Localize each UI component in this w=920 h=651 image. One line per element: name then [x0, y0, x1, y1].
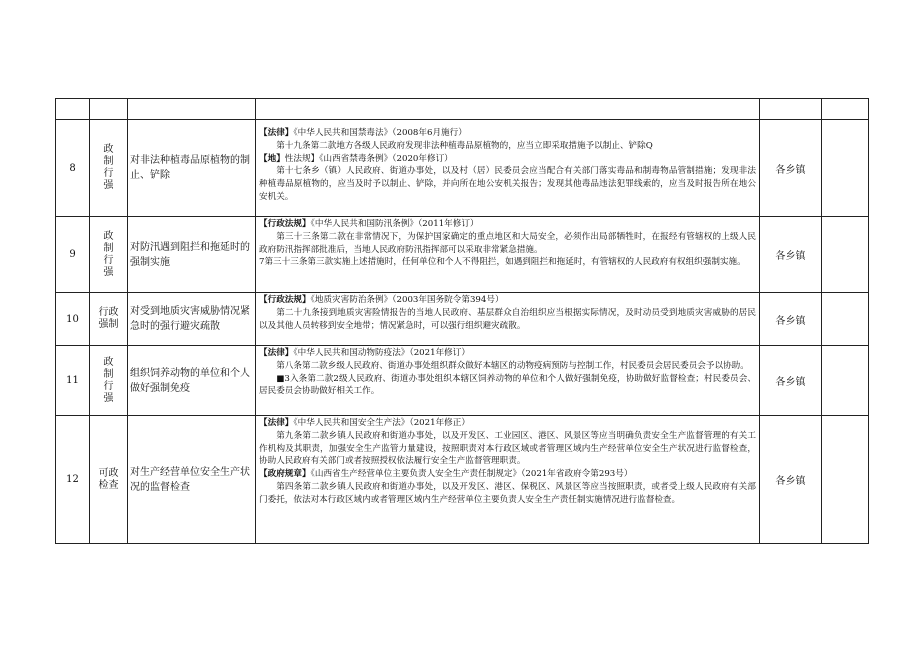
table-top-spacer	[56, 99, 869, 120]
responsible-dept: 各乡镇	[760, 217, 822, 293]
responsible-dept: 各乡镇	[760, 416, 822, 544]
item-type-text: 可政检查	[98, 467, 119, 491]
row-number: 8	[56, 120, 90, 217]
item-type-text: 政制行强	[103, 230, 114, 278]
basis-paragraph: 【法律】《中华人民共和国安全生产法》（2021年修正）	[259, 418, 470, 428]
legal-basis	[256, 416, 760, 544]
table-row	[56, 416, 869, 544]
basis-paragraph: 第二十九条接到地质灾害险情报告的当地人民政府、基层群众自治组织应当根据实际情况，及时动员受到地质灾害威胁的居民以及其他人员转移到安全地带；情况紧急时，可以强行组织避灾疏散。	[259, 307, 756, 331]
item-name: 对防汛遇到阻拦和拖延时的强制实施	[128, 217, 256, 293]
remark	[822, 293, 869, 346]
item-type	[90, 217, 128, 293]
item-type	[90, 293, 128, 346]
item-type-text: 政制行强	[103, 144, 114, 191]
basis-paragraph: 第八条第二款乡级人民政府、街道办事处组织群众做好本辖区的动物疫病预防与控制工作，村民委员会居民委员会予以协助。	[276, 360, 749, 371]
basis-paragraph: 【政府规章】《山西省生产经营单位主要负责人安全生产责任制规定》（2021年省政府令第293号）	[259, 469, 633, 480]
responsible-dept: 各乡镇	[760, 120, 822, 217]
basis-paragraph: 7第三十三条第三款实施上述措施时，任何单位和个人不得阻拦，如遇到阻拦和拖延时，有管辖权的人民政府有权组织强制实施。	[259, 257, 746, 268]
remark	[822, 217, 869, 293]
item-name: 对受到地质灾害威胁情况紧急时的强行避灾疏散	[128, 293, 256, 346]
basis-paragraph: 【行政法规】《地质灾害防治条例》（2003年国务院令第394号）	[259, 295, 504, 305]
remark	[822, 120, 869, 217]
basis-paragraph: 第九条第二款乡镇人民政府和街道办事处，以及开发区、工业园区、港区、风景区等应当明确负责安全生产监督管理的有关工作机构及其职责，加强安全生产监管力量建设，按照职责对本行政区域或者管理区域内生产经营单位安全生产状况进行监督检查，协助人民政府有关部门或者按照授权依法履行安全生产监督管理职责。	[259, 430, 756, 467]
basis-paragraph: 【法律】《中华人民共和国动物防疫法》（2021年修订）	[259, 348, 470, 358]
power-list-table	[55, 98, 869, 544]
item-type-text: 行政强制	[98, 307, 119, 330]
table-row	[56, 217, 869, 293]
row-number: 9	[56, 217, 90, 293]
basis-paragraph: 第十九条第二款地方各级人民政府发现非法种植毒品原植物的，应当立即采取措施予以制止、铲除Q	[276, 140, 653, 151]
item-name: 对非法种植毒品原植物的制止、铲除	[128, 120, 256, 217]
basis-paragraph: 【地】性法规】《山西省禁毒条例》（2020年修订）	[259, 153, 453, 164]
table-row	[56, 120, 869, 217]
row-number: 10	[56, 293, 90, 346]
basis-paragraph: 第三十三条第二款在非常情况下，为保护国家确定的重点地区和大局安全，必须作出局部牺牲时，在报经有管辖权的上级人民政府防汛指挥部批准后，当地人民政府防汛指挥部可以采取非常紧急措施。	[259, 231, 756, 255]
item-type	[90, 416, 128, 544]
basis-paragraph: 【法律】《中华人民共和国禁毒法》（2008年6月施行）	[259, 128, 467, 138]
table-row	[56, 346, 869, 416]
table-row	[56, 293, 869, 346]
basis-paragraph: 【行政法规】《中华人民共和国防汛条例》（2011年修订）	[259, 219, 479, 229]
basis-paragraph: 第十七条乡（镇）人民政府、街道办事处，以及村（居）民委员会应当配合有关部门落实毒品和制毒物品管制措施；发现非法种植毒品原植物的，应当及时予以制止、铲除，并向所在地公安机关报告；发现其他毒品违法犯罪线索的，应当及时报告所在地公安机关。	[259, 166, 756, 202]
legal-basis	[256, 120, 760, 217]
legal-basis	[256, 293, 760, 346]
responsible-dept: 各乡镇	[760, 346, 822, 416]
legal-basis	[256, 346, 760, 416]
remark	[822, 416, 869, 544]
responsible-dept: 各乡镇	[760, 293, 822, 346]
item-type-text: 政制行强	[103, 356, 114, 404]
item-name: 组织饲养动物的单位和个人做好强制免疫	[128, 346, 256, 416]
legal-basis	[256, 217, 760, 293]
basis-paragraph: 第四条第二款乡镇人民政府和街道办事处，以及开发区、港区、保税区、风景区等应当按照职责，或者受上级人民政府有关部门委托，依法对本行政区域内或者管理区域内生产经营单位主要负责人安全生产责任制实施情况进行监督检查。	[259, 481, 756, 505]
item-name: 对生产经营单位安全生产状况的监督检查	[128, 416, 256, 544]
row-number: 11	[56, 346, 90, 416]
remark	[822, 346, 869, 416]
row-number: 12	[56, 416, 90, 544]
basis-paragraph: ■3入条第二款2级人民政府、街道办事处组织本辖区饲养动物的单位和个人做好强制免疫，协助做好监督检查；村民委员会、居民委员会协助做好相关工作。	[259, 373, 756, 397]
item-type	[90, 120, 128, 217]
item-type	[90, 346, 128, 416]
